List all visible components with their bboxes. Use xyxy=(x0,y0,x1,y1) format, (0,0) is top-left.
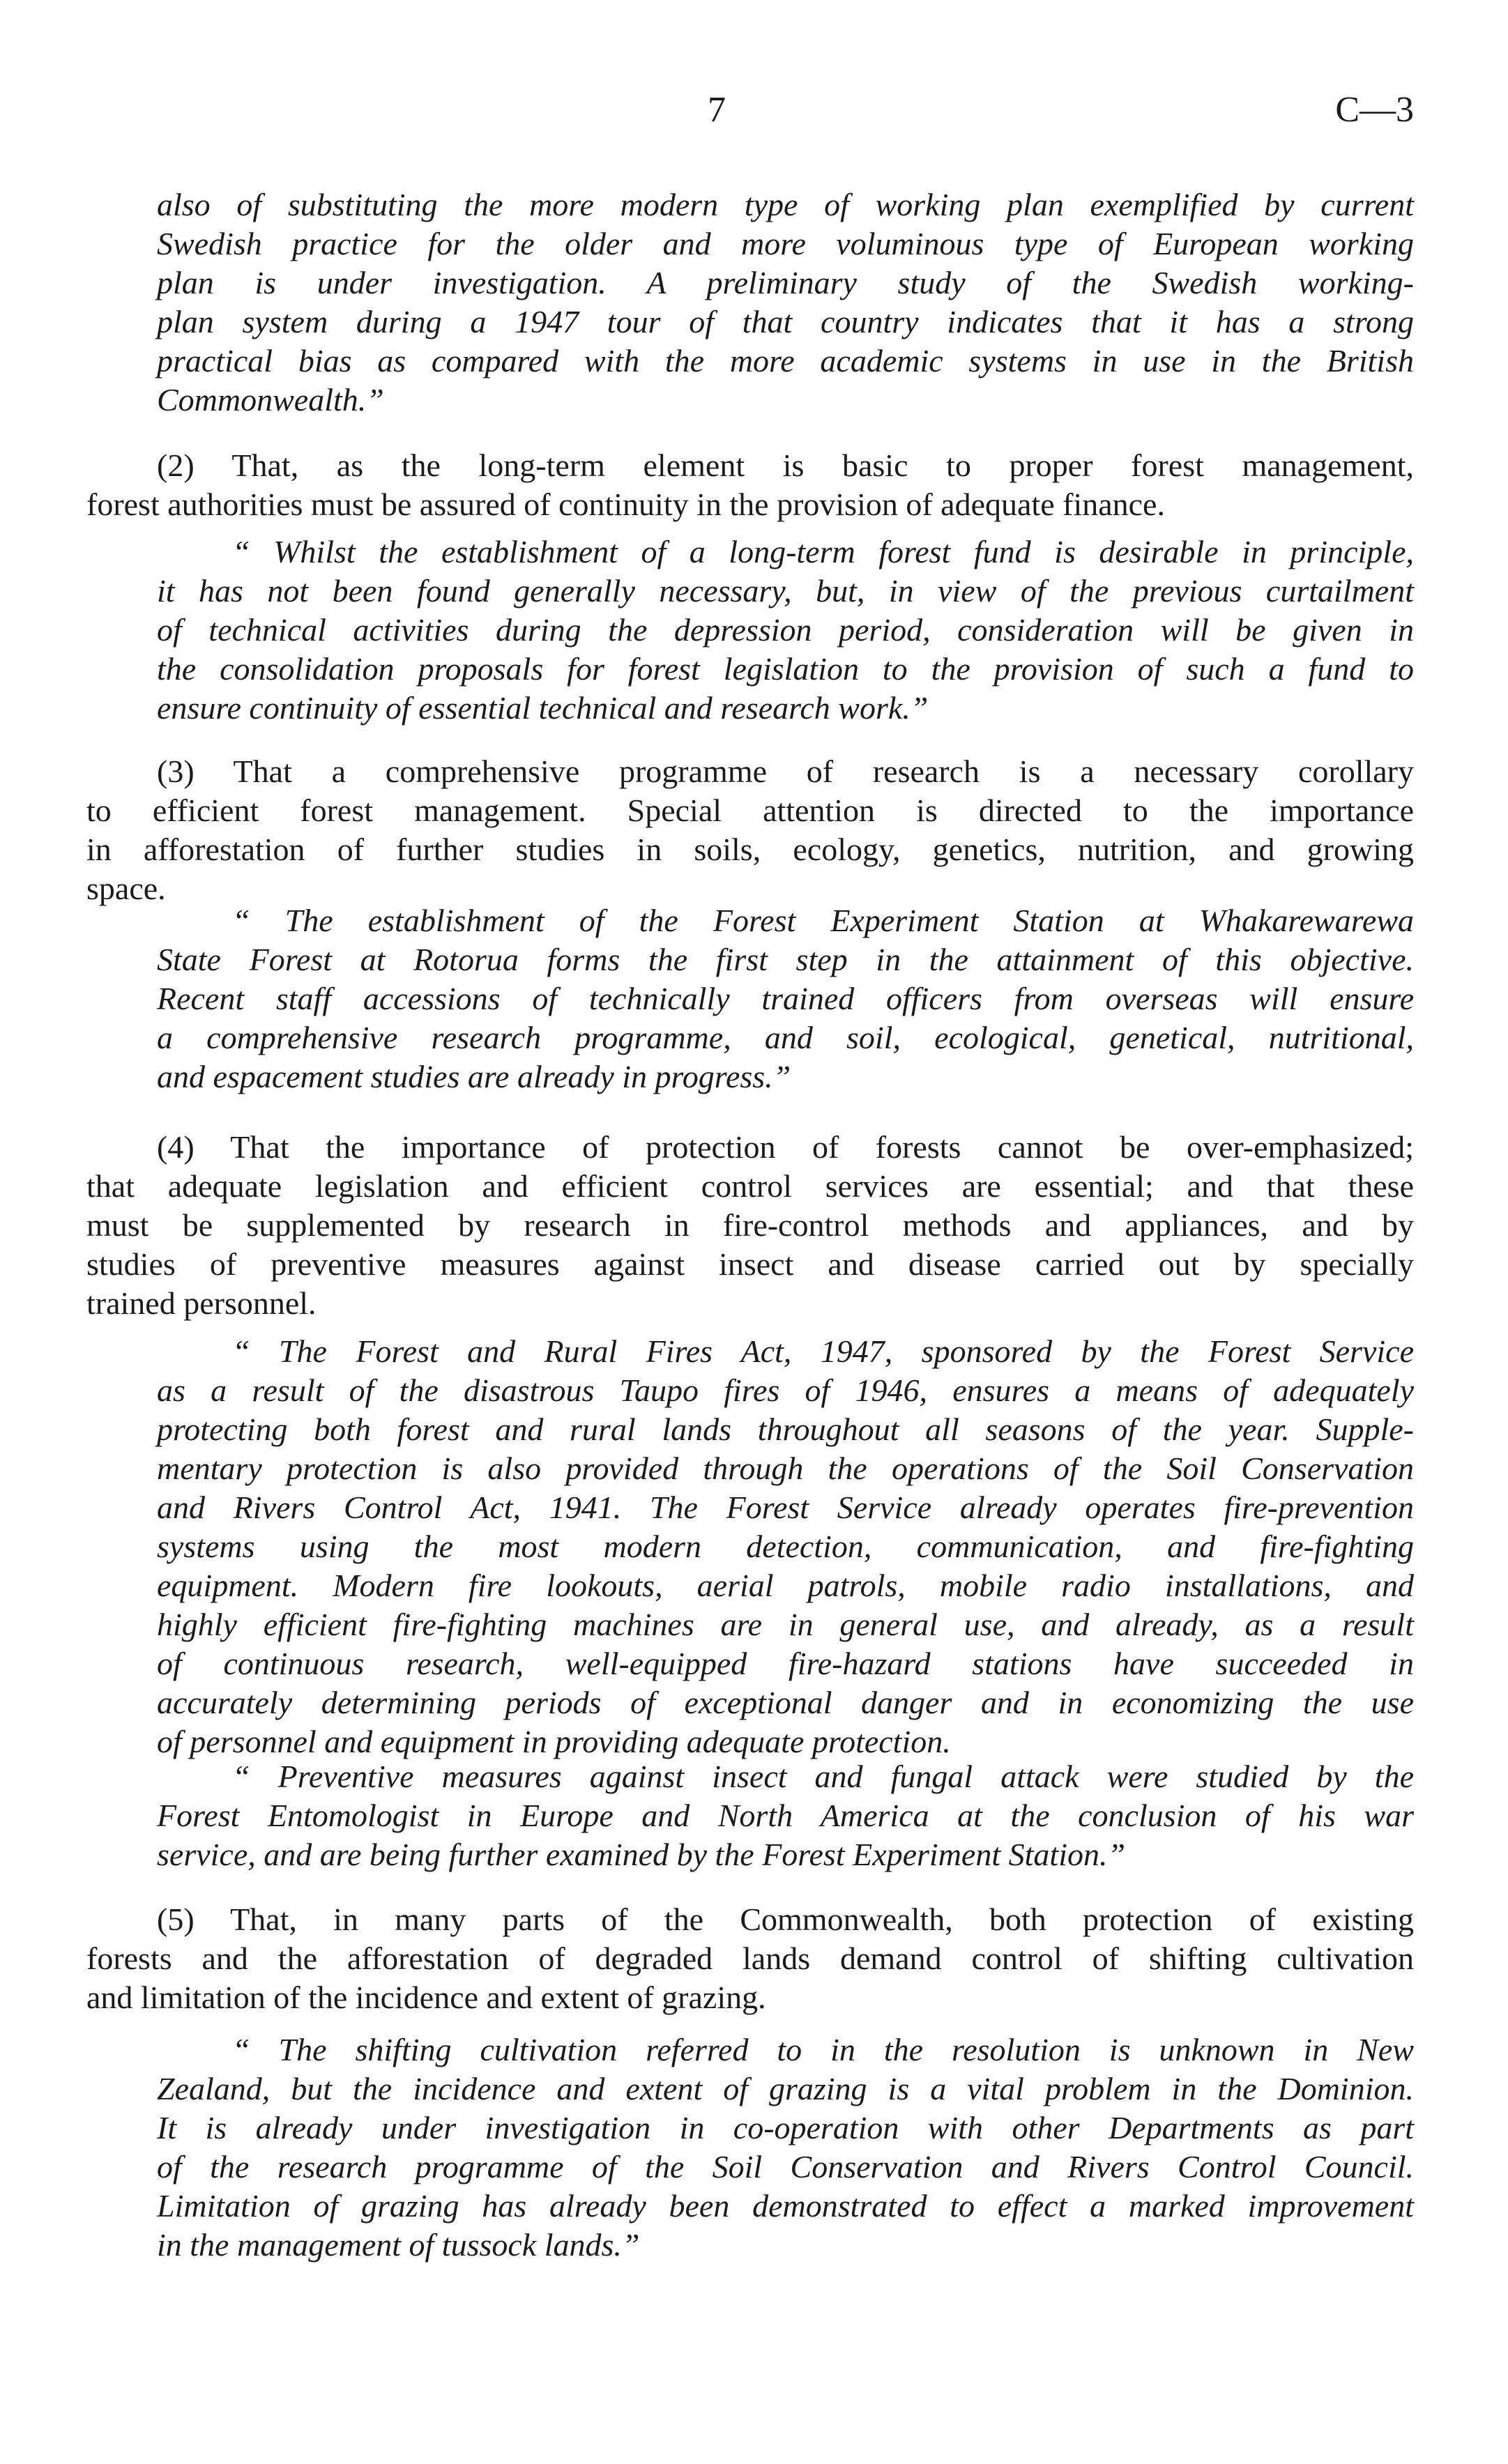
text-line: (3) That a comprehensive programme of research is a necessary corollary xyxy=(157,753,1414,789)
quote-response-4a xyxy=(86,1332,1414,1761)
text-line: of continuous research, well-equipped fire-hazard stations have succeeded in xyxy=(157,1646,1414,1681)
text-line: of technical activities during the depression period, consideration will be given in xyxy=(157,612,1414,648)
text-line: highly efficient fire-fighting machines are in general use, and already, as a result xyxy=(157,1607,1414,1642)
text-line: forest authorities must be assured of continuity in the provision of adequate finance. xyxy=(86,487,1165,522)
text-line: to efficient forest management. Special attention is directed to the importance xyxy=(86,793,1414,828)
quote-continuation-1 xyxy=(86,185,1414,420)
quote-response-5 xyxy=(86,2030,1414,2265)
text-line: Commonwealth.” xyxy=(157,382,384,418)
text-line: plan is under investigation. A preliminary study of the Swedish working- xyxy=(157,265,1414,300)
text-line: forests and the afforestation of degraded lands demand control of shifting cultivation xyxy=(86,1941,1414,1976)
text-line: trained personnel. xyxy=(86,1285,317,1321)
text-line: ensure continuity of essential technical and research work.” xyxy=(157,690,929,726)
resolution-paragraph-2 xyxy=(86,446,1414,524)
resolution-paragraph-5 xyxy=(86,1900,1414,2017)
text-line: “ The Forest and Rural Fires Act, 1947, sponsored by the Forest Service xyxy=(232,1333,1414,1369)
text-line: (5) That, in many parts of the Commonwealth, both protection of existing xyxy=(157,1901,1414,1937)
text-line: space. xyxy=(86,871,166,906)
quote-response-2 xyxy=(86,533,1414,728)
text-line: and limitation of the incidence and extent of grazing. xyxy=(86,1980,766,2015)
text-line: “ Whilst the establishment of a long-term forest fund is desirable in principle, xyxy=(232,534,1414,569)
text-line: (2) That, as the long-term element is basic to proper forest management, xyxy=(157,447,1414,483)
document-reference: C—3 xyxy=(1335,90,1414,130)
text-line: Forest Entomologist in Europe and North America at the conclusion of his war xyxy=(157,1798,1414,1833)
text-line: Limitation of grazing has already been demonstrated to effect a marked improvement xyxy=(157,2188,1414,2224)
quote-response-4b xyxy=(86,1757,1414,1874)
text-line: equipment. Modern fire lookouts, aerial patrols, mobile radio installations, and xyxy=(157,1568,1414,1603)
text-line: the consolidation proposals for forest legislation to the provision of such a fund to xyxy=(157,651,1414,687)
text-line: and Rivers Control Act, 1941. The Forest Service already operates fire-prevention xyxy=(157,1490,1414,1525)
text-line: Zealand, but the incidence and extent of grazing is a vital problem in the Dominion. xyxy=(157,2071,1414,2106)
text-line: protecting both forest and rural lands throughout all seasons of the year. Supple- xyxy=(157,1411,1414,1447)
text-line: service, and are being further examined by the Forest Experiment Station.” xyxy=(157,1837,1126,1872)
text-line: mentary protection is also provided through the operations of the Soil Conservation xyxy=(157,1451,1414,1486)
text-line: of personnel and equipment in providing adequate protection. xyxy=(157,1724,951,1759)
text-line: in the management of tussock lands.” xyxy=(157,2227,640,2263)
resolution-paragraph-4 xyxy=(86,1128,1414,1323)
text-line: also of substituting the more modern type of working plan exemplified by current xyxy=(157,187,1414,222)
text-line: of the research programme of the Soil Conservation and Rivers Control Council. xyxy=(157,2149,1414,2184)
page-number: 7 xyxy=(708,90,726,130)
text-line: plan system during a 1947 tour of that country indicates that it has a strong xyxy=(157,304,1414,339)
text-line: State Forest at Rotorua forms the first step in the attainment of this objective. xyxy=(157,942,1414,977)
text-line: (4) That the importance of protection of forests cannot be over-emphasized; xyxy=(157,1129,1414,1165)
resolution-paragraph-3 xyxy=(86,752,1414,908)
text-line: as a result of the disastrous Taupo fires of 1946, ensures a means of adequately xyxy=(157,1372,1414,1408)
text-line: a comprehensive research programme, and soil, ecological, genetical, nutritional, xyxy=(157,1020,1414,1055)
text-line: it has not been found generally necessary, but, in view of the previous curtailment xyxy=(157,573,1414,609)
text-line: “ The establishment of the Forest Experiment Station at Whakarewarewa xyxy=(232,903,1414,938)
text-line: systems using the most modern detection, communication, and fire-fighting xyxy=(157,1529,1414,1564)
text-line: in afforestation of further studies in soils, ecology, genetics, nutrition, and growing xyxy=(86,832,1414,867)
text-line: “ The shifting cultivation referred to in the resolution is unknown in New xyxy=(232,2032,1414,2067)
text-line: that adequate legislation and efficient control services are essential; and that these xyxy=(86,1168,1414,1204)
text-line: studies of preventive measures against insect and disease carried out by specially xyxy=(86,1246,1414,1282)
text-line: and espacement studies are already in progress.” xyxy=(157,1059,791,1094)
text-line: practical bias as compared with the more academic systems in use in the British xyxy=(157,343,1414,378)
text-line: It is already under investigation in co-operation with other Departments as part xyxy=(157,2110,1414,2145)
text-line: Recent staff accessions of technically trained officers from overseas will ensure xyxy=(157,981,1414,1016)
text-line: must be supplemented by research in fire-control methods and appliances, and by xyxy=(86,1207,1414,1243)
text-line: Swedish practice for the older and more voluminous type of European working xyxy=(157,226,1414,261)
quote-response-3 xyxy=(86,901,1414,1096)
text-line: accurately determining periods of exceptional danger and in economizing the use xyxy=(157,1685,1414,1720)
text-line: “ Preventive measures against insect and fungal attack were studied by the xyxy=(232,1759,1414,1794)
